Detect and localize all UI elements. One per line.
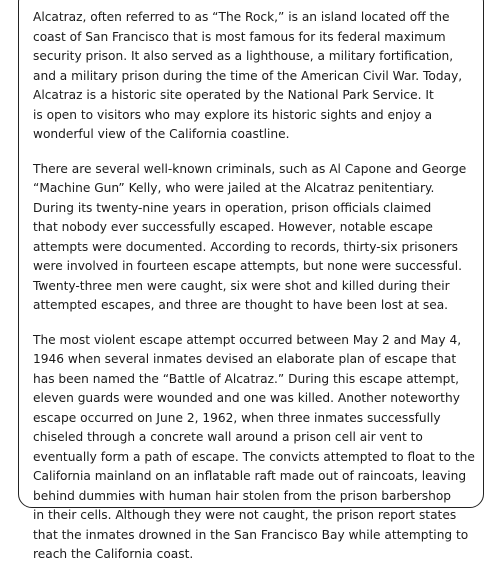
text-line: Alcatraz, often referred to as “The Rock,” is an island located off the: [33, 10, 450, 24]
text-line: is open to visitors who may explore its historic sights and enjoy a: [33, 107, 433, 122]
text-line: that nobody ever successfully escaped. However, notable escape: [33, 220, 433, 234]
text-line: California mainland on an inflatable raft made out of raincoats, leaving: [33, 469, 467, 483]
text-line: attempts were documented. According to records, thirty-six prisoners: [33, 239, 458, 254]
reading-passage: [33, 8, 473, 580]
text-line: eventually form a path of escape. The convicts attempted to float to the: [33, 449, 475, 464]
text-line: attempted escapes, and three are thought to have been lost at sea.: [33, 298, 449, 312]
text-line: There are several well-known criminals, such as Al Capone and George: [33, 161, 467, 176]
text-line: security prison. It also served as a lighthouse, a military fortification,: [33, 49, 454, 63]
text-line: has been named the “Battle of Alcatraz.” During this escape attempt,: [33, 371, 459, 386]
text-line: The most violent escape attempt occurred between May 2 and May 4,: [33, 332, 462, 347]
text-line: 1946 when several inmates devised an elaborate plan of escape that: [33, 352, 457, 366]
text-line: in their cells. Although they were not caught, the prison report states: [33, 508, 457, 522]
text-line: coast of San Francisco that is most famous for its federal maximum: [33, 29, 446, 44]
paragraph-3: [33, 331, 473, 565]
text-line: During its twenty-nine years in operation, prison officials claimed: [33, 200, 432, 215]
text-line: reach the California coast.: [33, 547, 194, 561]
text-line: were involved in fourteen escape attempts, but none were successful.: [33, 259, 462, 273]
text-line: Alcatraz is a historic site operated by the National Park Service. It: [33, 88, 434, 102]
paragraph-2: [33, 160, 473, 316]
text-line: “Machine Gun” Kelly, who were jailed at the Alcatraz penitentiary.: [33, 181, 435, 195]
text-line: chiseled through a concrete wall around a prison cell air vent to: [33, 430, 423, 444]
text-line: wonderful view of the California coastline.: [33, 127, 290, 141]
text-line: behind dummies with human hair stolen from the prison barbershop: [33, 488, 452, 503]
text-line: eleven guards were wounded and one was killed. Another noteworthy: [33, 391, 460, 405]
paragraph-1: [33, 8, 473, 145]
text-line: that the inmates drowned in the San Francisco Bay while attempting to: [33, 527, 469, 542]
text-line: escape occurred on June 2, 1962, when three inmates successfully: [33, 410, 441, 425]
text-line: Twenty-three men were caught, six were shot and killed during their: [33, 278, 450, 293]
text-line: and a military prison during the time of the American Civil War. Today,: [33, 68, 463, 83]
